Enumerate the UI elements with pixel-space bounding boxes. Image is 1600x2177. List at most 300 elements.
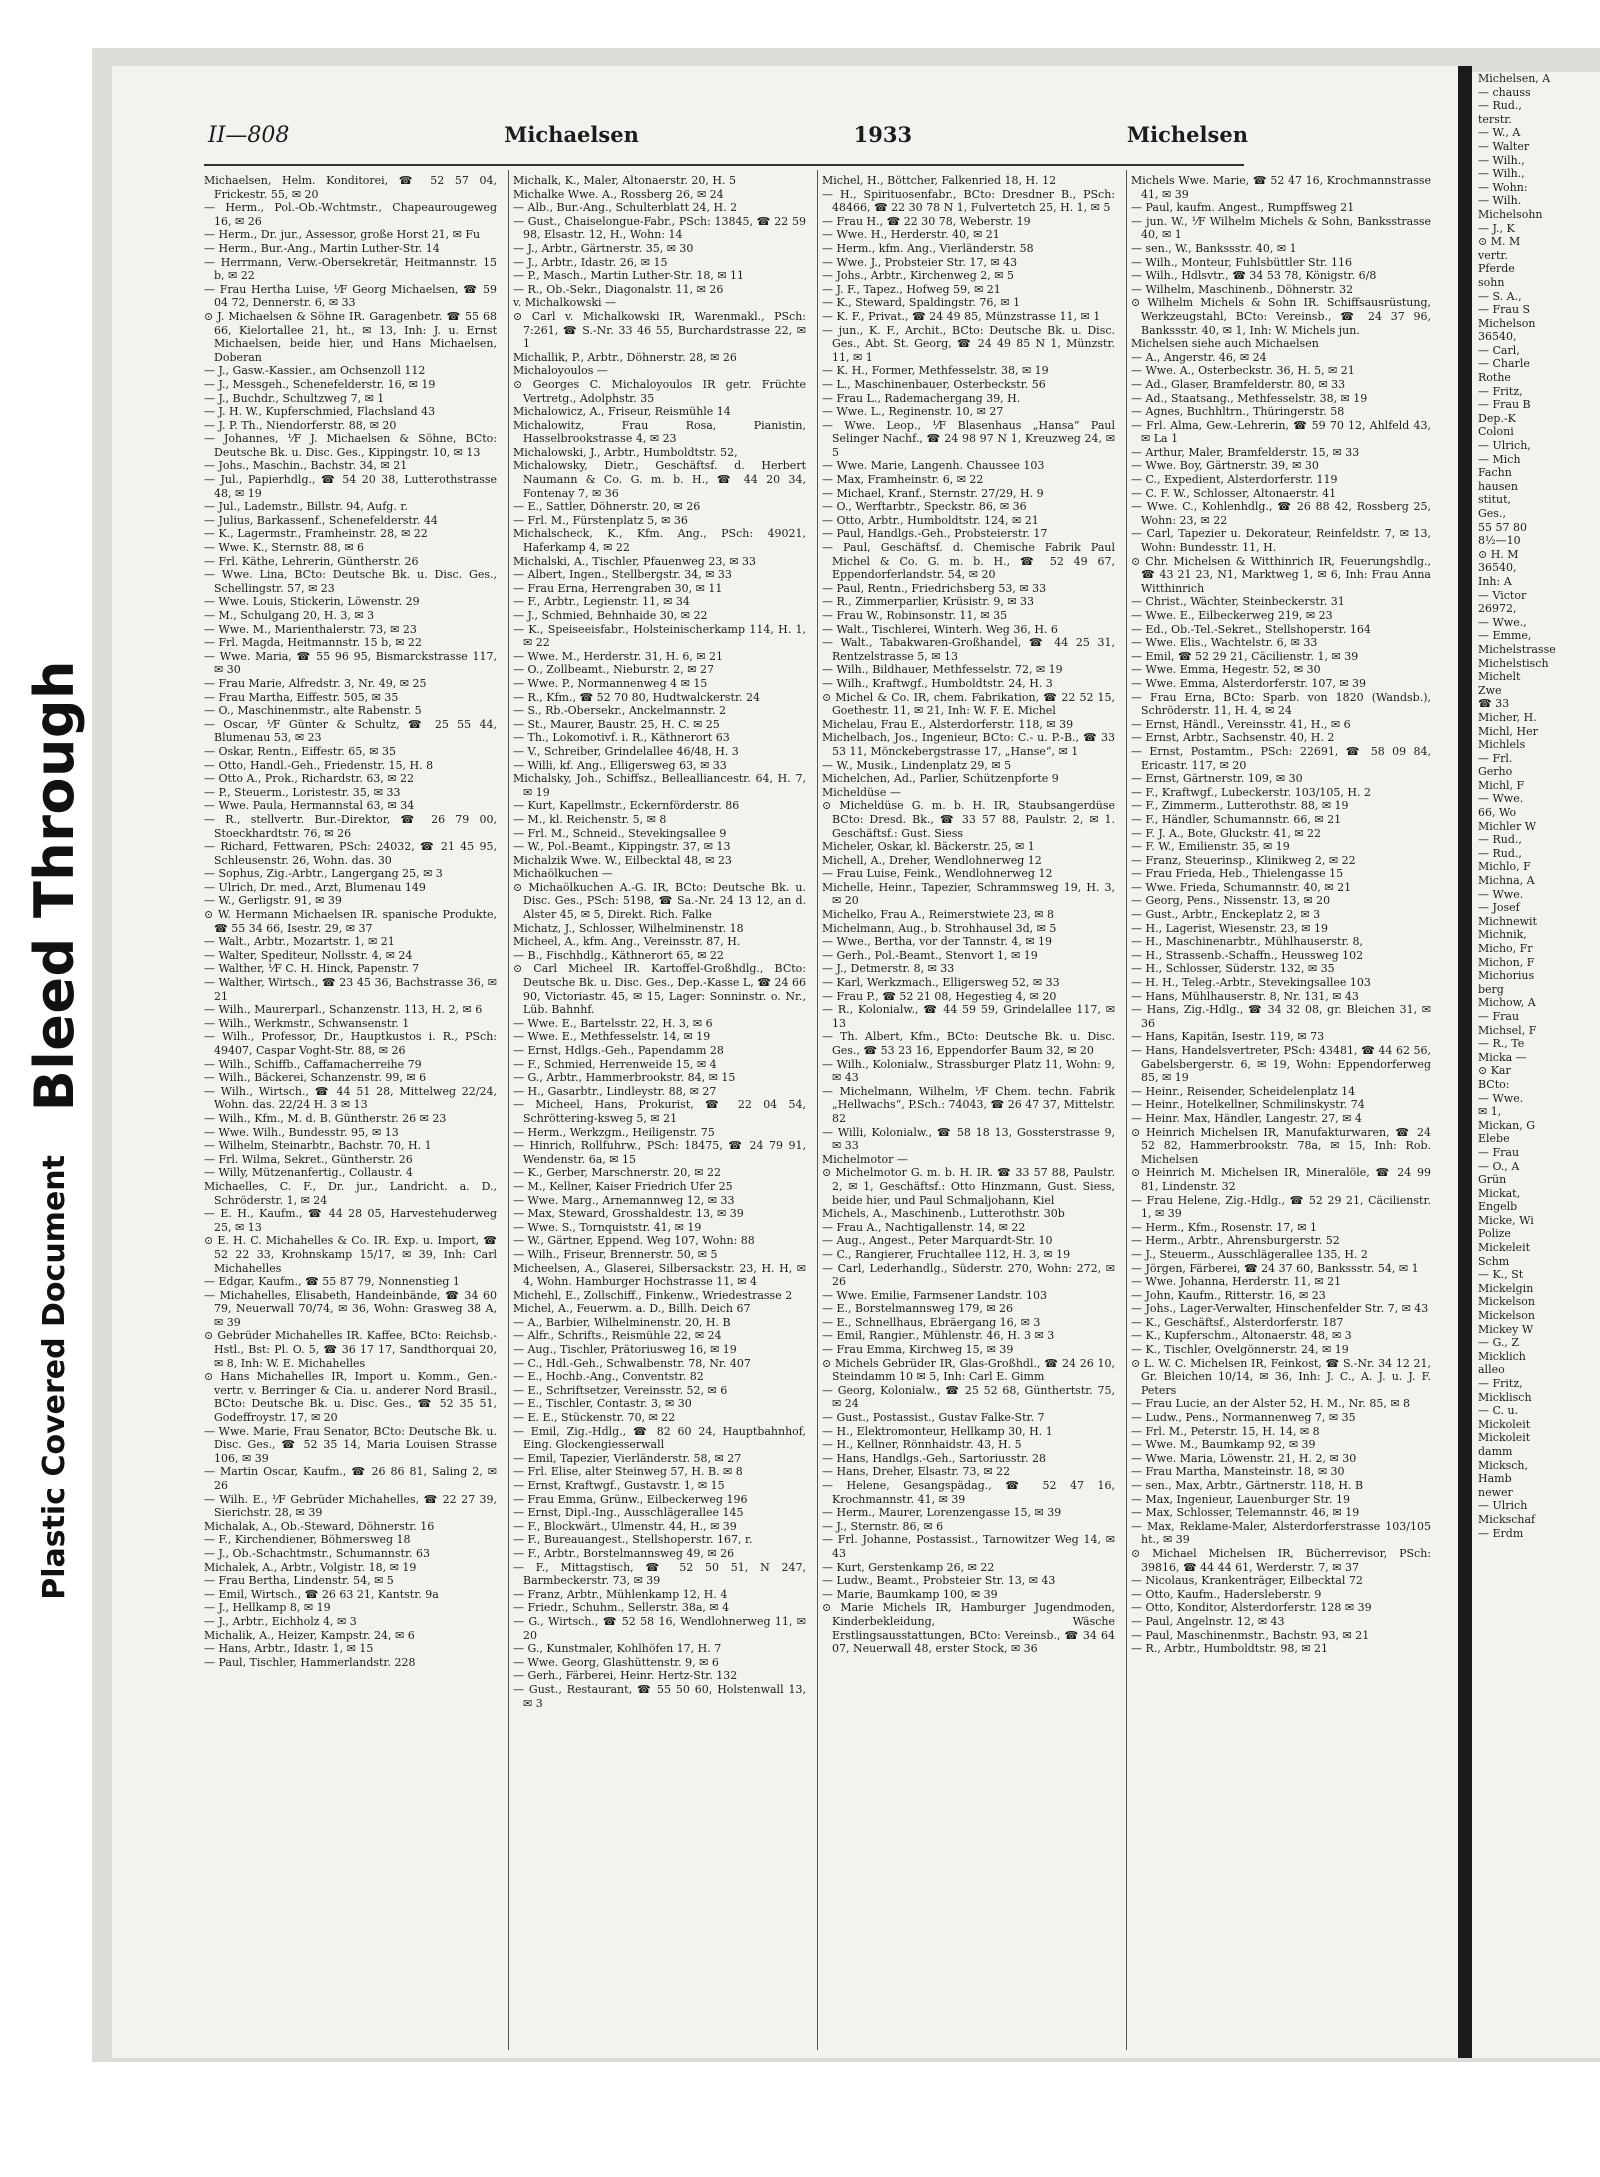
directory-entry: — Otto, Handl.-Geh., Friedenstr. 15, H. 8 [204, 758, 434, 772]
side-annotation [14, 660, 94, 1680]
directory-entry: — Paul, kaufm. Angest., Rumpffsweg 21 [1131, 201, 1355, 215]
directory-entry: — Herm., Werkzgm., Heiligenstr. 75 [513, 1125, 715, 1139]
directory-entry: Michalek, A., Arbtr., Volgistr. 18, ✉ 19 [204, 1560, 417, 1574]
directory-entry: — K., Geschäftsf., Alsterdorferstr. 187 [1131, 1315, 1344, 1329]
directory-entry: — Ludw., Beamt., Probsteier Str. 13, ✉ 43 [822, 1574, 1056, 1588]
directory-entry: Michalke Wwe. A., Rossberg 26, ✉ 24 [513, 187, 724, 201]
directory-entry: ⊙ Carl v. Michalkowski IR, Warenmakl., PSch: 7:261, ☎ S.-Nr. 33 46 55, Burchardstrasse 22, ✉ 1 [513, 309, 806, 351]
directory-entry: — F., Schmied, Herrenweide 15, ✉ 4 [513, 1057, 717, 1071]
directory-entry: — Wilh., Bildhauer, Methfesselstr. 72, ✉ 19 [822, 663, 1063, 677]
directory-entry: — Wwe. Lina, BCto: Deutsche Bk. u. Disc. Ges., Schellingstr. 57, ✉ 23 [204, 568, 497, 595]
fragment-line: — Frl. [1478, 751, 1513, 765]
fragment-line: — chauss [1478, 85, 1531, 99]
directory-entry: — C. F. W., Schlosser, Altonaerstr. 41 [1131, 486, 1337, 500]
fragment-line: terstr. [1478, 112, 1512, 126]
fragment-line: Grün [1478, 1173, 1507, 1187]
plastic-covered-label: Plastic Covered Document [36, 1155, 72, 1601]
directory-entry: — Michahelles, Elisabeth, Handeinbände, ☎ 34 60 79, Neuerwall 70/74, ✉ 36, Wohn: Grasweg 38 A, ✉ 39 [204, 1288, 497, 1329]
directory-entry: — Herm., Pol.-Ob.-Wchtmstr., Chapeaurougeweg 16, ✉ 26 [204, 201, 497, 228]
directory-entry: — Ad., Glaser, Bramfelderstr. 80, ✉ 33 [1131, 377, 1346, 391]
fragment-line: Michlels [1478, 738, 1526, 752]
directory-entry: ⊙ Michels Gebrüder IR, Glas-Großhdl., ☎ 24 26 10, Steindamm 10 ✉ 5, Inh: Carl E. Gimm [822, 1356, 1115, 1384]
directory-entry: ⊙ Gebrüder Michahelles IR. Kaffee, BCto: Reichsb.-Hstl., Bst: Pl. O. 5, ☎ 36 17 17, Sandthorquai 20, ✉ 8, Inh: W. E. Michahelles [204, 1329, 497, 1370]
directory-entry: — Wwe. Marg., Arnemannweg 12, ✉ 33 [513, 1193, 735, 1207]
fragment-line: Inh: A [1478, 574, 1512, 588]
fragment-line: Schm [1478, 1254, 1510, 1268]
directory-entry: — H. H., Teleg.-Arbtr., Stevekingsallee 103 [1131, 976, 1371, 990]
directory-entry: ⊙ Hans Michahelles IR, Import u. Komm., Gen.-vertr. v. Berringer & Cia. u. anderer Nord Brasil., BCto: Deutsche Bk. u. Disc. Ges., ☎ 52 35 51, Godeffroystr. 17, ✉ 20 [204, 1370, 497, 1425]
directory-entry: — Carl, Tapezier u. Dekorateur, Reinfeldstr. 7, ✉ 13, Wohn: Bundesstr. 11, H. [1131, 527, 1431, 555]
directory-entry: — Gerh., Pol.-Beamt., Stenvort 1, ✉ 19 [822, 948, 1038, 962]
directory-entry: — F., Kirchendiener, Böhmersweg 18 [204, 1533, 411, 1547]
directory-entry: — Ludw., Pens., Normannenweg 7, ✉ 35 [1131, 1411, 1356, 1425]
directory-entry: — Carl, Lederhandlg., Süderstr. 270, Wohn: 272, ✉ 26 [822, 1261, 1115, 1289]
directory-entry: — Frau Emma, Grünw., Eilbeckerweg 196 [513, 1492, 748, 1506]
directory-entry: — Wwe. Georg, Glashüttenstr. 9, ✉ 6 [513, 1655, 719, 1669]
directory-entry: — Christ., Wächter, Steinbeckerstr. 31 [1131, 595, 1345, 609]
directory-entry: Michallik, P., Arbtr., Döhnerstr. 28, ✉ 26 [513, 350, 737, 364]
directory-entry: — Emil, Rangier., Mühlenstr. 46, H. 3 ✉ 3 [822, 1329, 1055, 1343]
directory-entry: Michalowicz, A., Friseur, Reismühle 14 [513, 405, 731, 419]
directory-entry: Michaelles, C. F., Dr. jur., Landricht. a. D., Schröderstr. 1, ✉ 24 [204, 1179, 497, 1207]
fragment-line: Michsel, F [1478, 1023, 1537, 1037]
fragment-line: — Rud., [1478, 833, 1522, 847]
directory-entry: Michelmann, Aug., b. Strohhausel 3d, ✉ 5 [822, 921, 1057, 935]
directory-entry: — Hinrich, Rollfuhrw., PSch: 18475, ☎ 24 79 91, Wendenstr. 6a, ✉ 15 [513, 1139, 806, 1166]
directory-entry: Michehl, E., Zollschiff., Finkenw., Wriedestrasse 2 [513, 1288, 793, 1302]
directory-entry: — Herm., Bur.-Ang., Martin Luther-Str. 14 [204, 241, 440, 255]
fragment-line: 8½—10 [1478, 534, 1521, 548]
directory-entry: — Friedr., Schuhm., Sellerstr. 38a, ✉ 4 [513, 1601, 730, 1615]
directory-entry: — K., Speiseeisfabr., Holsteinischerkamp 114, H. 1, ✉ 22 [513, 622, 806, 650]
directory-entry: — K. H., Former, Methfesselstr. 38, ✉ 19 [822, 364, 1049, 378]
directory-entry: — Wilh., Kolonialw., Strassburger Platz 11, Wohn: 9, ✉ 43 [822, 1057, 1115, 1085]
directory-entry: — Frau Frieda, Heb., Thielengasse 15 [1131, 867, 1344, 881]
directory-entry: ⊙ Michaölkuchen A.-G. IR, BCto: Deutsche Bk. u. Disc. Ges., PSch: 5198, ☎ Sa.-Nr. 24 13 12, an d. Alster 45, ✉ 5, Direkt. Rich. Falke [513, 880, 806, 922]
directory-entry: — Frau Lucie, an der Alster 52, H. M., Nr. 85, ✉ 8 [1131, 1397, 1411, 1411]
directory-entry: — Wilh., Friseur, Brennerstr. 50, ✉ 5 [513, 1247, 718, 1261]
directory-entry: — Gust., Postassist., Gustav Falke-Str. 7 [822, 1411, 1045, 1425]
fragment-line: Michelsen, A [1478, 72, 1551, 85]
directory-entry: — Wwe. Wilh., Bundesstr. 95, ✉ 13 [204, 1125, 399, 1139]
directory-entry: — K., Kupferschm., Altonaerstr. 48, ✉ 3 [1131, 1329, 1352, 1343]
directory-entry: — Otto A., Prok., Richardstr. 63, ✉ 22 [204, 772, 415, 786]
directory-entry: — Herm., Kfm., Rosenstr. 17, ✉ 1 [1131, 1220, 1317, 1234]
directory-entry: Michelsen siehe auch Michaelsen [1131, 337, 1319, 351]
directory-entry: — Frau Martha, Mansteinstr. 18, ✉ 30 [1131, 1465, 1345, 1479]
directory-entry: — Kurt, Gerstenkamp 26, ✉ 22 [822, 1560, 995, 1574]
fragment-line: hausen [1478, 479, 1518, 493]
directory-entry: — Wilh., Hdlsvtr., ☎ 34 53 78, Königstr. 6/8 [1131, 269, 1377, 283]
directory-entry: — Frau Marie, Alfredstr. 3, Nr. 49, ✉ 25 [204, 676, 427, 690]
page-gutter-shadow [1458, 66, 1472, 2058]
directory-entry: ⊙ Wilhelm Michels & Sohn IR. Schiffsausrüstung, Werkzeugstahl, BCto: Vereinsb., ☎ 24 37 96, Bankssstr. 40, ✉ 1, Inh: W. Michels jun. [1131, 296, 1431, 337]
directory-entry: — E., Hochb.-Ang., Conventstr. 82 [513, 1370, 704, 1384]
fragment-line: Coloni [1478, 425, 1514, 439]
directory-entry: — E., Sattler, Döhnerstr. 20, ✉ 26 [513, 500, 701, 514]
directory-entry: — Emil, Tapezier, Vierländerstr. 58, ✉ 27 [513, 1451, 742, 1465]
directory-entry: ⊙ E. H. C. Michahelles & Co. IR. Exp. u. Import, ☎ 52 22 33, Krohnskamp 15/17, ✉ 39, Inh: Carl Michahelles [204, 1234, 497, 1275]
directory-entry: — Emil, Wirtsch., ☎ 26 63 21, Kantstr. 9a [204, 1587, 439, 1601]
fragment-line: Mickat, [1478, 1186, 1521, 1200]
directory-entry: Michelmotor — [822, 1152, 908, 1166]
directory-entry: ⊙ Micheldüse G. m. b. H. IR, Staubsangerdüse BCto: Dresd. Bk., ☎ 33 57 88, Paulstr. 2, ✉ 1. Geschäftsf.: Gust. Siess [822, 799, 1115, 840]
directory-entry: Michalski, A., Tischler, Pfauenweg 23, ✉ 33 [513, 554, 757, 568]
fragment-line: Michlo, F [1478, 860, 1531, 874]
directory-entry: ⊙ Marie Michels IR, Hamburger Jugendmoden, Kinderbekleidung, Wäsche Erstlingsausstattungen, BCto: Vereinsb., ☎ 34 64 07, Neuerwall 48, erster Stock, ✉ 36 [822, 1601, 1115, 1656]
directory-entry: — K., Lagermstr., Framheinstr. 28, ✉ 22 [204, 527, 428, 541]
directory-entry: — Hans, Kapitän, Isestr. 119, ✉ 73 [1131, 1030, 1325, 1044]
directory-entry: — Hans, Arbtr., Idastr. 1, ✉ 15 [204, 1642, 374, 1656]
directory-entry: — Wwe. Emma, Alsterdorferstr. 107, ✉ 39 [1131, 676, 1367, 690]
directory-entry: Michalowsky, Dietr., Geschäftsf. d. Herbert Naumann & Co. G. m. b. H., ☎ 44 20 34, Fontenay 7, ✉ 36 [513, 459, 806, 500]
directory-entry: — Marie, Baumkamp 100, ✉ 39 [822, 1587, 998, 1601]
directory-entry: — Wilh., Professor, Dr., Hauptkustos i. R., PSch: 49407, Caspar Voght-Str. 88, ✉ 26 [204, 1030, 497, 1057]
directory-entry: — G., Wirtsch., ☎ 52 58 16, Wendlohnerweg 11, ✉ 20 [513, 1614, 806, 1642]
directory-entry: — Wwe. Emilie, Farmsener Landstr. 103 [822, 1288, 1047, 1302]
directory-entry: — J. P. Th., Niendorferstr. 88, ✉ 20 [204, 418, 397, 432]
directory-entry: — Heinr., Hotelkellner, Schmilinskystr. 74 [1131, 1098, 1365, 1112]
directory-entry: — Frau Erna, BCto: Sparb. von 1820 (Wandsb.), Schröderstr. 11, H. 4, ✉ 24 [1131, 690, 1431, 718]
directory-entry: — Georg, Pens., Nissenstr. 13, ✉ 20 [1131, 894, 1331, 908]
directory-entry: — Karl, Werkzmach., Elligersweg 52, ✉ 33 [822, 976, 1060, 990]
directory-entry: — Otto, Kaufm., Hadersleberstr. 9 [1131, 1587, 1322, 1601]
directory-entry: — W., Musik., Lindenplatz 29, ✉ 5 [822, 758, 1012, 772]
directory-entry: — Wwe. Boy, Gärtnerstr. 39, ✉ 30 [1131, 459, 1319, 473]
fragment-line: — O., A [1478, 1159, 1520, 1173]
directory-entry: — J. F., Tapez., Hofweg 59, ✉ 21 [822, 282, 1001, 296]
directory-entry: — Frau Emma, Kirchweg 15, ✉ 39 [822, 1343, 1014, 1357]
directory-entry: — R., Kfm., ☎ 52 70 80, Hudtwalckerstr. 24 [513, 690, 760, 704]
directory-entry: — Wwe. Paula, Hermannstal 63, ✉ 34 [204, 799, 415, 813]
fragment-line: Mickoleit [1478, 1431, 1531, 1445]
directory-entry: — Frl. Magda, Heitmannstr. 15 b, ✉ 22 [204, 636, 422, 650]
header-last-entry: Michelsen [1126, 122, 1248, 147]
directory-entry: — jun., K. F., Archit., BCto: Deutsche Bk. u. Disc. Ges., Abt. St. Georg, ☎ 24 49 85 N 1, Münzstr. 11, ✉ 1 [822, 323, 1115, 364]
directory-entry: — Walter, Spediteur, Nollsstr. 4, ✉ 24 [204, 948, 413, 962]
directory-entry: Michalzik Wwe. W., Eilbecktal 48, ✉ 23 [513, 853, 732, 867]
directory-entry: — Walt., Tischlerei, Winterh. Weg 36, H. 6 [822, 622, 1058, 636]
directory-entry: — H., Lagerist, Wiesenstr. 23, ✉ 19 [1131, 921, 1329, 935]
fragment-line: — Erdm [1478, 1526, 1524, 1540]
directory-entry: — Ed., Ob.-Tel.-Sekret., Stellshoperstr. 164 [1131, 622, 1371, 636]
fragment-line: — Walter [1478, 139, 1530, 153]
directory-entry: — Ernst, Arbtr., Sachsenstr. 40, H. 2 [1131, 731, 1335, 745]
fragment-line: — Wilh. [1478, 194, 1522, 208]
directory-entry: — Wwe. M., Marienthalerstr. 73, ✉ 23 [204, 622, 417, 636]
fragment-line: Micher, H. [1478, 710, 1537, 724]
directory-entry: ⊙ Heinrich M. Michelsen IR, Mineralöle, ☎ 24 99 81, Lindenstr. 32 [1131, 1166, 1431, 1193]
fragment-line: Micka — [1478, 1050, 1527, 1064]
directory-entry: Michaölkuchen — [513, 867, 613, 881]
directory-entry: — Walt., Tabakwaren-Großhandel, ☎ 44 25 31, Rentzelstrasse 5, ✉ 13 [822, 636, 1115, 663]
fragment-line: Rothe [1478, 371, 1511, 385]
directory-entry: — Johs., Arbtr., Kirchenweg 2, ✉ 5 [822, 269, 1014, 283]
fragment-line: — G., Z [1478, 1336, 1520, 1350]
directory-entry: — Wilh., Wirtsch., ☎ 44 51 28, Mittelweg 22/24, Wohn. das. 22/24 H. 3 ✉ 13 [204, 1084, 497, 1112]
fragment-line: — J., K [1478, 221, 1515, 235]
directory-entry: Michaelsen, Helm. Konditorei, ☎ 52 57 04, Frickestr. 55, ✉ 20 [204, 174, 497, 201]
fragment-line: Engelb [1478, 1200, 1518, 1214]
fragment-line: Pferde [1478, 262, 1515, 276]
directory-entry: — A., Angerstr. 46, ✉ 24 [1131, 350, 1267, 364]
fragment-line: 66, Wo [1478, 806, 1517, 820]
header-year: 1933 [853, 122, 913, 147]
directory-entry: — Willy, Mützenanfertig., Collaustr. 4 [204, 1166, 413, 1180]
directory-entry: — Frau Martha, Eiffestr. 505, ✉ 35 [204, 690, 399, 704]
directory-entry: — H., Kellner, Rönnhaidstr. 43, H. 5 [822, 1438, 1022, 1452]
directory-entry: — Frl. Wilma, Sekret., Güntherstr. 26 [204, 1152, 413, 1166]
directory-entry: — J. H. W., Kupferschmied, Flachsland 43 [204, 405, 436, 419]
directory-entry: ⊙ Michael Michelsen IR, Bücherrevisor, PSch: 39816, ☎ 44 44 61, Werderstr. 7, ✉ 37 [1131, 1546, 1431, 1574]
directory-entry: — Richard, Fettwaren, PSch: 24032, ☎ 21 45 95, Schleusenstr. 26, Wohn. das. 30 [204, 840, 497, 867]
directory-entry: — Wwe. J., Probsteier Str. 17, ✉ 43 [822, 255, 1018, 269]
directory-entry: — Julius, Barkassenf., Schenefelderstr. 44 [204, 513, 438, 527]
directory-entry: — Frau L., Rademachergang 39, H. [822, 391, 1021, 405]
directory-entry: — Frl. Johanne, Postassist., Tarnowitzer Weg 14, ✉ 43 [822, 1533, 1115, 1560]
directory-entry: — Wwe. Frieda, Schumannstr. 40, ✉ 21 [1131, 880, 1352, 894]
directory-entry: — J., Detmerstr. 8, ✉ 33 [822, 962, 955, 976]
directory-entry: — Wwe. L., Reginenstr. 10, ✉ 27 [822, 405, 1004, 419]
directory-entry: ⊙ Heinrich Michelsen IR, Manufakturwaren, ☎ 24 52 82, Hammerbrookstr. 78a, ✉ 15, Inh: Rob. Michelsen [1131, 1125, 1431, 1166]
directory-entry: — G., Kunstmaler, Kohlhöfen 17, H. 7 [513, 1642, 722, 1656]
fragment-line: Zwe [1478, 683, 1502, 697]
fragment-line: — Wohn: [1478, 180, 1528, 194]
directory-entry: — R., Kolonialw., ☎ 44 59 59, Grindelallee 117, ✉ 13 [822, 1003, 1115, 1030]
directory-entry: — Herm., Dr. jur., Assessor, große Horst 21, ✉ Fu [204, 228, 481, 242]
directory-entry: — F., Händler, Schumannstr. 66, ✉ 21 [1131, 812, 1342, 826]
fragment-line: — W., A [1478, 126, 1521, 140]
directory-entry: ⊙ L. W. C. Michelsen IR, Feinkost, ☎ S.-Nr. 34 12 21, Gr. Bleichen 10/14, ✉ 36, Inh: J. C., A. J. u. J. F. Peters [1131, 1356, 1431, 1397]
fragment-line: ⊙ Kar [1478, 1064, 1511, 1078]
fragment-line: — Frau [1478, 1145, 1520, 1159]
directory-entry: Michalk, K., Maler, Altonaerstr. 20, H. 5 [513, 174, 736, 187]
directory-entry: — Hans, Zig.-Hdlg., ☎ 34 32 08, gr. Bleichen 31, ✉ 36 [1131, 1003, 1431, 1030]
column-divider [508, 170, 509, 2050]
directory-entry: Michels Wwe. Marie, ☎ 52 47 16, Krochmannstrasse 41, ✉ 39 [1131, 174, 1431, 201]
directory-entry: — J., Steuerm., Ausschlägerallee 135, H. 2 [1131, 1247, 1368, 1261]
directory-entry: — Aug., Angest., Peter Marquardt-Str. 10 [822, 1234, 1053, 1248]
directory-entry: — F., Bureauangest., Stellshoperstr. 167, r. [513, 1533, 753, 1547]
directory-entry: — Wilhelm, Steinarbtr., Bachstr. 70, H. 1 [204, 1139, 432, 1153]
directory-entry: — M., Kellner, Kaiser Friedrich Ufer 25 [513, 1179, 733, 1193]
fragment-line: Mickey W [1478, 1322, 1534, 1336]
directory-entry: — Herm., Maurer, Lorenzengasse 15, ✉ 39 [822, 1506, 1062, 1520]
directory-entry: — Th., Lokomotivf. i. R., Käthnerort 63 [513, 731, 730, 745]
directory-entry: Micheelsen, A., Glaserei, Silbersackstr. 23, H. H, ✉ 4, Wohn. Hamburger Hochstrasse 11, ✉ 4 [513, 1261, 806, 1289]
directory-entry: — R., Zimmerparlier, Krüsistr. 9, ✉ 33 [822, 595, 1035, 609]
directory-entry: — Alb., Bur.-Ang., Schulterblatt 24, H. 2 [513, 201, 738, 215]
directory-entry: — E., Tischler, Contastr. 3, ✉ 30 [513, 1397, 692, 1411]
fragment-line: Micke, Wi [1478, 1213, 1534, 1227]
directory-entry: Michel, A., Feuerwm. a. D., Billh. Deich 67 [513, 1302, 751, 1316]
directory-entry: — Ernst, Postamtm., PSch: 22691, ☎ 58 09 84, Ericastr. 117, ✉ 20 [1131, 744, 1431, 772]
directory-entry: — Heinr., Reisender, Scheidelenplatz 14 [1131, 1084, 1356, 1098]
directory-entry: Michelau, Frau E., Alsterdorferstr. 118, ✉ 39 [822, 717, 1074, 731]
directory-entry: — Wwe., Bertha, vor der Tannstr. 4, ✉ 19 [822, 935, 1053, 949]
fragment-line: — Ulrich [1478, 1499, 1528, 1513]
directory-entry: — B., Fischhdlg., Käthnerort 65, ✉ 22 [513, 948, 724, 962]
directory-entry: — A., Barbier, Wilhelminenstr. 20, H. B [513, 1315, 731, 1329]
fragment-line: Mickschaf [1478, 1512, 1536, 1526]
directory-entry: — Johannes, ⅟F J. Michaelsen & Söhne, BCto: Deutsche Bk. u. Disc. Ges., Kippingstr. 10, ✉ 13 [204, 432, 497, 459]
fragment-line: Michnewit [1478, 914, 1537, 928]
directory-entry: — Wwe. S., Tornquiststr. 41, ✉ 19 [513, 1220, 702, 1234]
directory-entry: — J., Schmied, Behnhaide 30, ✉ 22 [513, 609, 708, 622]
directory-entry: — Wwe. E., Bartelsstr. 22, H. 3, ✉ 6 [513, 1016, 713, 1030]
directory-entry: Micheel, A., kfm. Ang., Vereinsstr. 87, H. [513, 935, 741, 949]
fragment-line: Mickan, G [1478, 1118, 1536, 1132]
fragment-line: Ges., [1478, 507, 1506, 520]
directory-entry: — Max, Steward, Grosshaldestr. 13, ✉ 39 [513, 1207, 744, 1221]
directory-entry: — Frau Bertha, Lindenstr. 54, ✉ 5 [204, 1574, 394, 1588]
directory-entry: — Otto, Arbtr., Humboldtstr. 124, ✉ 21 [822, 513, 1039, 527]
fragment-line: Michelson [1478, 316, 1536, 330]
fragment-line: — Fritz, [1478, 1377, 1523, 1390]
directory-entry: — Wwe. E., Methfesselstr. 14, ✉ 19 [513, 1030, 711, 1044]
directory-entry: — R., Ob.-Sekr., Diagonalstr. 11, ✉ 26 [513, 282, 724, 296]
adjacent-page-fragment [1472, 72, 1600, 2058]
directory-entry: — Emil, Zig.-Hdlg., ☎ 82 60 24, Hauptbahnhof, Eing. Glockengiesserwall [513, 1424, 806, 1452]
directory-entry: — Th. Albert, Kfm., BCto: Deutsche Bk. u. Disc. Ges., ☎ 53 23 16, Eppendorfer Baum 32, ✉ 20 [822, 1030, 1115, 1057]
directory-entry: — Paul, Handlgs.-Geh., Probsteierstr. 17 [822, 527, 1048, 541]
directory-entry: — Walt., Arbtr., Mozartstr. 1, ✉ 21 [204, 935, 395, 949]
directory-entry: — Martin Oscar, Kaufm., ☎ 26 86 81, Saling 2, ✉ 26 [204, 1465, 497, 1492]
directory-entry: — J., Buchdr., Schultzweg 7, ✉ 1 [204, 391, 385, 405]
directory-entry: — Ernst, Kraftwgf., Gustavstr. 1, ✉ 15 [513, 1479, 725, 1492]
directory-entry: — Wwe. Marie, Langenh. Chaussee 103 [822, 459, 1045, 473]
fragment-line: ☎ 33 [1478, 697, 1510, 711]
directory-entry: — Frl. Alma, Gew.-Lehrerin, ☎ 59 70 12, Ahlfeld 43, ✉ La 1 [1131, 418, 1431, 446]
directory-entry: — Michelmann, Wilhelm, ⅟F Chem. techn. Fabrik „Hellwachs“, P.Sch.: 74043, ☎ 26 47 37, Mittelstr. 82 [822, 1084, 1115, 1125]
directory-entry: — Aug., Tischler, Prätoriusweg 16, ✉ 19 [513, 1343, 737, 1357]
directory-entry: — F., Mittagstisch, ☎ 52 50 51, N 247, Barmbeckerstr. 73, ✉ 39 [513, 1560, 806, 1588]
directory-entry: Michalak, A., Ob.-Steward, Döhnerstr. 16 [204, 1519, 435, 1533]
fragment-line: Hamb [1478, 1472, 1512, 1486]
directory-entry: — Wwe. Louis, Stickerin, Löwenstr. 29 [204, 595, 420, 609]
fragment-line: Gerho [1478, 765, 1513, 779]
header-rule [204, 164, 1244, 166]
directory-entry: — Frl. Käthe, Lehrerin, Güntherstr. 26 [204, 554, 419, 568]
directory-entry: — H., Elektromonteur, Hellkamp 30, H. 1 [822, 1424, 1053, 1438]
directory-entry: — C., Hdl.-Geh., Schwalbenstr. 78, Nr. 407 [513, 1356, 751, 1370]
directory-entry: — H., Spirituosenfabr., BCto: Dresdner B., PSch: 48466, ☎ 22 30 78 N 1, Fulvertetch 25, H. 1, ✉ 5 [822, 187, 1115, 215]
directory-entry: — W., Gerligstr. 91, ✉ 39 [204, 894, 342, 908]
fragment-line: ✉ 1, [1478, 1105, 1502, 1119]
fragment-line: — S. A., [1478, 289, 1522, 303]
directory-entry: — E., Borstelmannsweg 179, ✉ 26 [822, 1302, 1014, 1316]
directory-entry: — F., Blockwärt., Ulmenstr. 44, H., ✉ 39 [513, 1519, 737, 1533]
directory-entry: — M., kl. Reichenstr. 5, ✉ 8 [513, 812, 667, 826]
directory-entry: — Oscar, ⅟F Günter & Schultz, ☎ 25 55 44, Blumenau 53, ✉ 23 [204, 717, 497, 745]
directory-entry: — Herrmann, Verw.-Obersekretär, Heitmannstr. 15 b, ✉ 22 [204, 255, 497, 283]
directory-entry: Michell, A., Dreher, Wendlohnerweg 12 [822, 853, 1042, 867]
directory-entry: — Helene, Gesangspädag., ☎ 52 47 16, Krochmannstr. 41, ✉ 39 [822, 1479, 1115, 1506]
directory-entry: — V., Schreiber, Grindelallee 46/48, H. 3 [513, 744, 739, 758]
directory-entry: ⊙ W. Hermann Michaelsen IR. spanische Produkte, ☎ 55 34 66, Isestr. 29, ✉ 37 [204, 908, 497, 935]
directory-entry: — Agnes, Buchhltrn., Thüringerstr. 58 [1131, 405, 1345, 419]
directory-entry: — Herm., Arbtr., Ahrensburgerstr. 52 [1131, 1234, 1340, 1248]
directory-entry: — Oskar, Rentn., Eiffestr. 65, ✉ 35 [204, 744, 396, 758]
fragment-line: — Wilh., [1478, 153, 1525, 167]
fragment-line: Micho, Fr [1478, 942, 1533, 955]
fragment-line: Mickelson [1478, 1309, 1535, 1323]
fragment-line: berg [1478, 982, 1504, 996]
directory-entry: — Arthur, Maler, Bramfelderstr. 15, ✉ 33 [1131, 445, 1360, 459]
directory-entry: — Wwe. K., Sternstr. 88, ✉ 6 [204, 541, 365, 555]
directory-page [112, 66, 1458, 2058]
directory-entry: v. Michalkowski — [513, 296, 617, 310]
directory-entry: — G., Arbtr., Hammerbrookstr. 84, ✉ 15 [513, 1071, 736, 1085]
directory-entry: Michelko, Frau A., Reimerstwiete 23, ✉ 8 [822, 908, 1054, 922]
directory-entry: — Max, Schlosser, Telemannstr. 46, ✉ 19 [1131, 1506, 1360, 1520]
directory-entry: — Wwe. E., Eilbeckerweg 219, ✉ 23 [1131, 609, 1333, 622]
directory-entry: Michels, A., Maschinenb., Lutterothstr. 30b [822, 1207, 1065, 1221]
fragment-line: — Rud., [1478, 846, 1522, 860]
directory-entry: — Wilh., Maurerparl., Schanzenstr. 113, H. 2, ✉ 6 [204, 1003, 483, 1017]
directory-entry: — Hans, Dreher, Elsastr. 73, ✉ 22 [822, 1465, 1011, 1479]
directory-entry: — Frl. Elise, alter Steinweg 57, H. B. ✉ 8 [513, 1465, 743, 1479]
directory-entry: — Michael, Kranf., Sternstr. 27/29, H. 9 [822, 486, 1044, 500]
directory-entry: — W., Gärtner, Eppend. Weg 107, Wohn: 88 [513, 1234, 755, 1248]
directory-entry: — St., Maurer, Baustr. 25, H. C. ✉ 25 [513, 717, 720, 731]
directory-entry: — J., Arbtr., Gärtnerstr. 35, ✉ 30 [513, 241, 694, 255]
directory-entry: Micheldüse — [822, 785, 901, 799]
directory-entry: — J., Arbtr., Eichholz 4, ✉ 3 [204, 1614, 357, 1628]
directory-entry: — Paul, Angelnstr. 12, ✉ 43 [1131, 1614, 1285, 1628]
directory-entry: — J., Gasw.-Kassier., am Ochsenzoll 112 [204, 364, 426, 378]
directory-entry: — F. W., Emilienstr. 35, ✉ 19 [1131, 840, 1290, 854]
fragment-line: Michorius [1478, 969, 1535, 983]
directory-entry: Michalsky, Joh., Schiffsz., Bellealliancestr. 64, H. 7, ✉ 19 [513, 772, 806, 799]
directory-entry: ⊙ Carl Micheel IR. Kartoffel-Großhdlg., BCto: Deutsche Bk. u. Disc. Ges., Dep.-Kasse L, ☎ 24 66 90, Victoriastr. 45, ✉ 15, Lager: Sonninstr. o. Nr., Lüb. Bahnhf. [513, 962, 806, 1017]
directory-entry: Michelle, Heinr., Tapezier, Schrammsweg 19, H. 3, ✉ 20 [822, 880, 1115, 908]
directory-entry: — Frl. M., Fürstenplatz 5, ✉ 36 [513, 513, 688, 527]
fragment-line: Michl, F [1478, 778, 1525, 792]
directory-entry: — Jul., Lademstr., Billstr. 94, Aufg. r. [204, 500, 408, 514]
fragment-line: Mickoleit [1478, 1417, 1531, 1431]
directory-entry: Michalscheck, K., Kfm. Ang., PSch: 49021, Haferkamp 4, ✉ 22 [513, 527, 806, 555]
entries-column-4 [1131, 174, 1431, 2044]
fragment-line: — Ulrich, [1478, 439, 1531, 453]
directory-entry: — K., Tischler, Ovelgönnerstr. 24, ✉ 19 [1131, 1343, 1349, 1357]
fragment-line: Mickelgin [1478, 1281, 1534, 1295]
directory-entry: — Frau Hertha Luise, ⅟F Georg Michaelsen, ☎ 59 04 72, Dennerstr. 6, ✉ 33 [204, 282, 497, 310]
fragment-line: ⊙ H. M [1478, 547, 1519, 561]
directory-entry: — Wilh., Schiffb., Caffamacherreihe 79 [204, 1057, 422, 1071]
directory-entry: — J., Sternstr. 86, ✉ 6 [822, 1519, 944, 1533]
directory-entry: Michalowski, J., Arbtr., Humboldtstr. 52, [513, 445, 738, 459]
directory-entry: — Jul., Papierhdlg., ☎ 54 20 38, Lutterothstrasse 48, ✉ 19 [204, 473, 497, 500]
directory-entry: — E., Schriftsetzer, Vereinsstr. 52, ✉ 6 [513, 1383, 728, 1397]
directory-entry: — Wwe. Maria, Löwenstr. 21, H. 2, ✉ 30 [1131, 1451, 1357, 1465]
directory-entry: — Heinr. Max, Händler, Langestr. 27, ✉ 4 [1131, 1111, 1362, 1125]
directory-entry: — Ernst, Gärtnerstr. 109, ✉ 30 [1131, 772, 1303, 786]
directory-entry: — Jörgen, Färberei, ☎ 24 37 60, Bankssstr. 54, ✉ 1 [1131, 1261, 1419, 1275]
directory-entry: — sen., W., Bankssstr. 40, ✉ 1 [1131, 241, 1297, 255]
directory-entry: — J., Ob.-Schachtmstr., Schumannstr. 63 [204, 1546, 430, 1560]
directory-entry: — F., Kraftwgf., Lubeckerstr. 103/105, H. 2 [1131, 785, 1371, 799]
directory-entry: — Johs., Lager-Verwalter, Hinschenfelder Str. 7, ✉ 43 [1131, 1302, 1429, 1316]
directory-entry: Michalik, A., Heizer, Kampstr. 24, ✉ 6 [204, 1628, 415, 1642]
directory-entry: — L., Maschinenbauer, Osterbeckstr. 56 [822, 377, 1046, 391]
directory-entry: — K. F., Privat., ☎ 24 49 85, Münzstrasse 11, ✉ 1 [822, 309, 1101, 323]
directory-entry: — Wwe. Johanna, Herderstr. 11, ✉ 21 [1131, 1275, 1342, 1289]
directory-entry: — O., Werftarbtr., Speckstr. 86, ✉ 36 [822, 500, 1027, 514]
fragment-line: — Charle [1478, 357, 1530, 371]
directory-entry: — Wilh., Bäckerei, Schanzenstr. 99, ✉ 6 [204, 1071, 427, 1085]
directory-entry: — Micheel, Hans, Prokurist, ☎ 22 04 54, Schröttering-ksweg 5, ✉ 21 [513, 1098, 806, 1125]
